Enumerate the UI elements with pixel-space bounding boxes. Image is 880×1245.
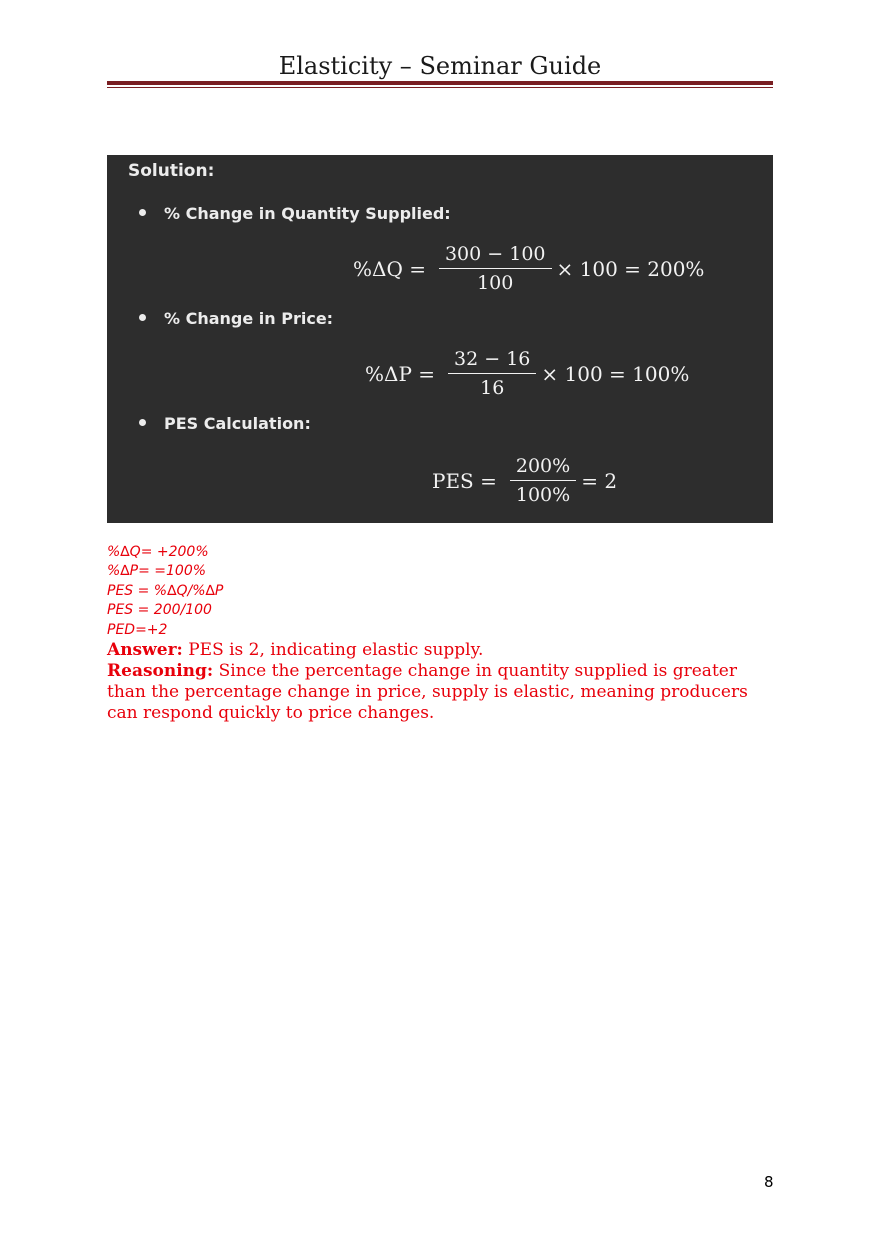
fraction-numerator: 32 − 16 (454, 348, 531, 370)
header-rule (107, 81, 773, 85)
equation-price-change (365, 348, 689, 399)
bullet-price-change (139, 309, 333, 328)
note-line: PES = 200/100 (107, 602, 212, 618)
answer-text: PES is 2, indicating elastic supply. (182, 640, 484, 660)
equation-rhs: × 100 = 200% (556, 256, 705, 281)
bullet-label: % Change in Price: (164, 309, 334, 328)
reasoning-text: Since the percentage change in quantity supplied is greater than the percentage change in price, supply is elastic, meaning producers can respond quickly to price changes. (107, 661, 748, 723)
note-line: %∆P= =100% (107, 563, 207, 579)
note-line: PED=+2 (107, 622, 168, 638)
bullet-dot-icon (139, 419, 146, 426)
answer-label: Answer: (107, 640, 183, 660)
bullet-dot-icon (139, 314, 146, 321)
reasoning-paragraph (107, 661, 773, 724)
solution-screenshot (107, 155, 773, 523)
note-line: %∆Q= +200% (107, 544, 209, 560)
solution-heading: Solution: (128, 161, 215, 181)
equation-lhs: %ΔQ = (353, 256, 426, 281)
equation-fraction (451, 348, 533, 399)
fraction-numerator: 200% (515, 455, 571, 477)
page-number: 8 (764, 1173, 774, 1191)
fraction-denominator: 16 (448, 373, 536, 399)
equation-fraction (513, 455, 573, 506)
equation-rhs: × 100 = 100% (541, 361, 690, 386)
page-title: Elasticity – Seminar Guide (278, 52, 602, 80)
equation-pes (432, 455, 617, 506)
bullet-pes-calculation (139, 414, 311, 433)
equation-quantity-change (353, 243, 704, 294)
fraction-numerator: 300 − 100 (444, 243, 546, 265)
answer-paragraph (107, 640, 773, 661)
fraction-denominator: 100 (439, 268, 552, 294)
fraction-denominator: 100% (510, 480, 576, 506)
equation-fraction (442, 243, 549, 294)
equation-rhs: = 2 (581, 468, 618, 493)
bullet-label: % Change in Quantity Supplied: (164, 204, 451, 223)
bullet-label: PES Calculation: (164, 414, 311, 433)
reasoning-label: Reasoning: (107, 661, 214, 681)
bullet-quantity-change (139, 204, 451, 223)
note-line: PES = %∆Q/%∆P (107, 583, 224, 599)
bullet-dot-icon (139, 209, 146, 216)
header-rule-thin (107, 87, 773, 88)
equation-lhs: %ΔP = (365, 361, 436, 386)
equation-lhs: PES = (432, 468, 497, 493)
